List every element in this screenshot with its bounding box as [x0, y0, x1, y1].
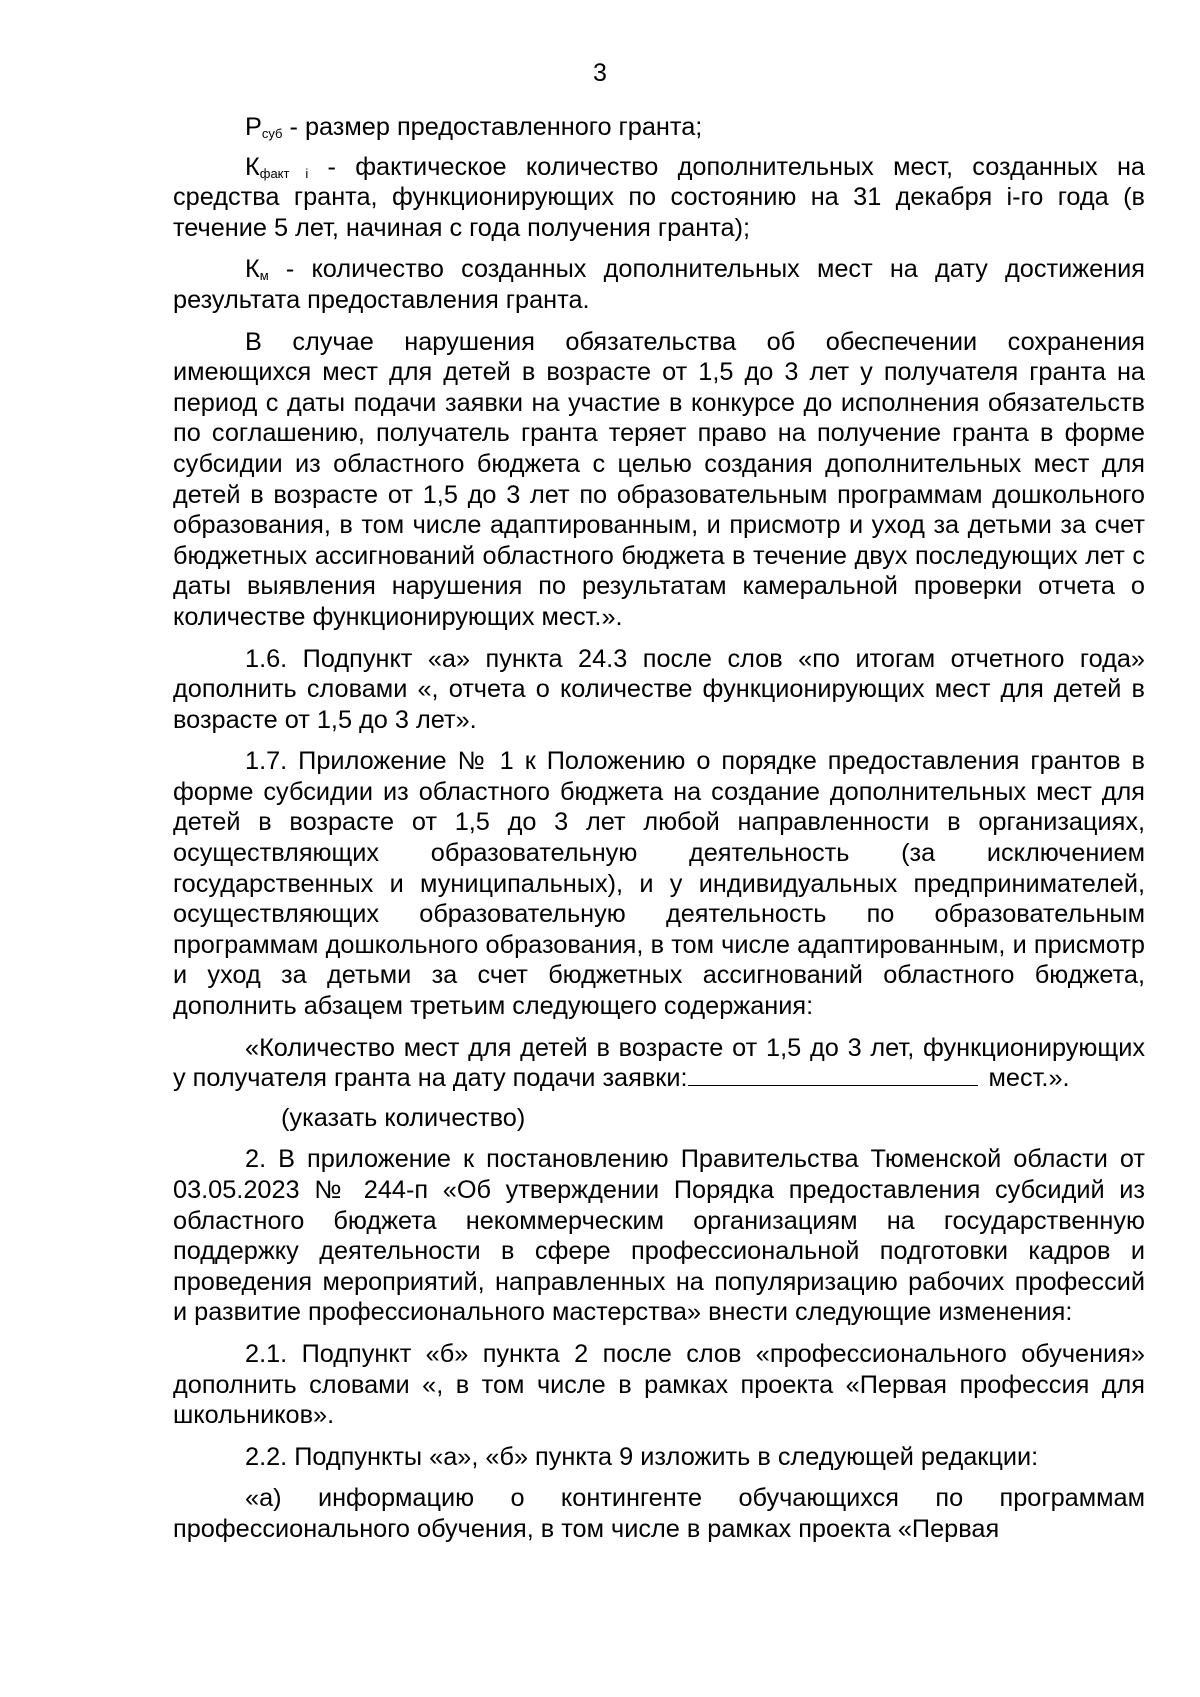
definition-r-sub — [173, 112, 1145, 143]
paragraph-1-6: 1.6. Подпункт «а» пункта 24.3 после слов «по итогам отчетного года» дополнить словами «, отчета о количестве функционирующих мест для детей в возрасте от 1,5 до 3 лет». — [173, 644, 1145, 734]
definition-k-m-text: - количество созданных дополнительных мест на дату достижения результата предоставления гранта. — [173, 255, 1145, 314]
quantity-note: (указать количество) — [281, 1103, 526, 1132]
symbol-k-m-subscript: м — [259, 268, 269, 284]
paragraph-a: «а) информацию о контингенте обучающихся по программам профессионального обучения, в том числе в рамках проекта «Первая — [173, 1484, 1145, 1543]
quantity-blank-line — [688, 1063, 978, 1086]
page-number: 3 — [593, 59, 607, 87]
symbol-k-m: К — [245, 255, 260, 284]
paragraph-2-1: 2.1. Подпункт «б» пункта 2 после слов «профессионального обучения» дополнить словами «, в том числе в рамках проекта «Первая профессия для школьников». — [173, 1339, 1145, 1430]
paragraph-2: 2. В приложение к постановлению Правительства Тюменской области от 03.05.2023 № 244-п «Об утверждении Порядка предоставления субсидий из областного бюджета некоммерческим организациям на государственную поддержку деятельности в сфере профессиональной подготовки кадров и проведения мероприятий, направленных на популяризацию рабочих профессий и развитие профессионального мастерства» внести следующие изменения: — [173, 1145, 1145, 1327]
paragraph-violation: В случае нарушения обязательства об обеспечении сохранения имеющихся мест для детей в возрасте от 1,5 до 3 лет у получателя гранта на период с даты подачи заявки на участие в конкурсе до исполнения обязательств по соглашению, получатель гранта теряет право на получение гранта в форме субсидии из областного бюджета с целью создания дополнительных мест для детей в возрасте от 1,5 до 3 лет по образовательным программам дошкольного образования, в том числе адаптированным, и присмотр и уход за детьми за счет бюджетных ассигнований областного бюджета в течение двух последующих лет с даты выявления нарушения по результатам камеральной проверки отчета о количестве функционирующих мест.». — [173, 327, 1145, 631]
definition-r-text: - размер предоставленного гранта; — [282, 113, 703, 141]
symbol-k: К — [245, 152, 260, 181]
definition-k-m — [173, 254, 1145, 315]
quantity-text-before: «Количество мест для детей в возрасте от 1,5 до 3 лет, функционирующих у получателя гранта на дату подачи заявки: — [173, 1033, 1145, 1093]
definition-k-fact-text: - фактическое количество дополнительных мест, созданных на средства гранта, функционирующих по состоянию на 31 декабря i-го года (в течение 5 лет, начиная с года получения гранта); — [173, 152, 1145, 242]
definition-k-fact — [173, 152, 1145, 244]
paragraph-1-7: 1.7. Приложение № 1 к Положению о порядке предоставления грантов в форме субсидии из областного бюджета на создание дополнительных мест для детей в возрасте от 1,5 до 3 лет любой направленности в организациях, осуществляющих образовательную деятельность (за исключением государственных и муниципальных), и у индивидуальных предпринимателей, осуществляющих образовательную деятельность по образовательным программам дошкольного образования, в том числе адаптированным, и присмотр и уход за детьми за счет бюджетных ассигнований областного бюджета, дополнить абзацем третьим следующего содержания: — [173, 747, 1145, 1021]
symbol-r: Р — [245, 113, 262, 141]
document-body — [173, 112, 1145, 1556]
paragraph-2-2: 2.2. Подпункты «а», «б» пункта 9 изложить в следующей редакции: — [245, 1442, 1039, 1471]
paragraph-quantity-places — [173, 1033, 1145, 1094]
quantity-text-after: мест.». — [981, 1064, 1070, 1093]
symbol-k-fact-subscript: факт i — [259, 165, 309, 181]
symbol-r-subscript: суб — [261, 126, 283, 141]
